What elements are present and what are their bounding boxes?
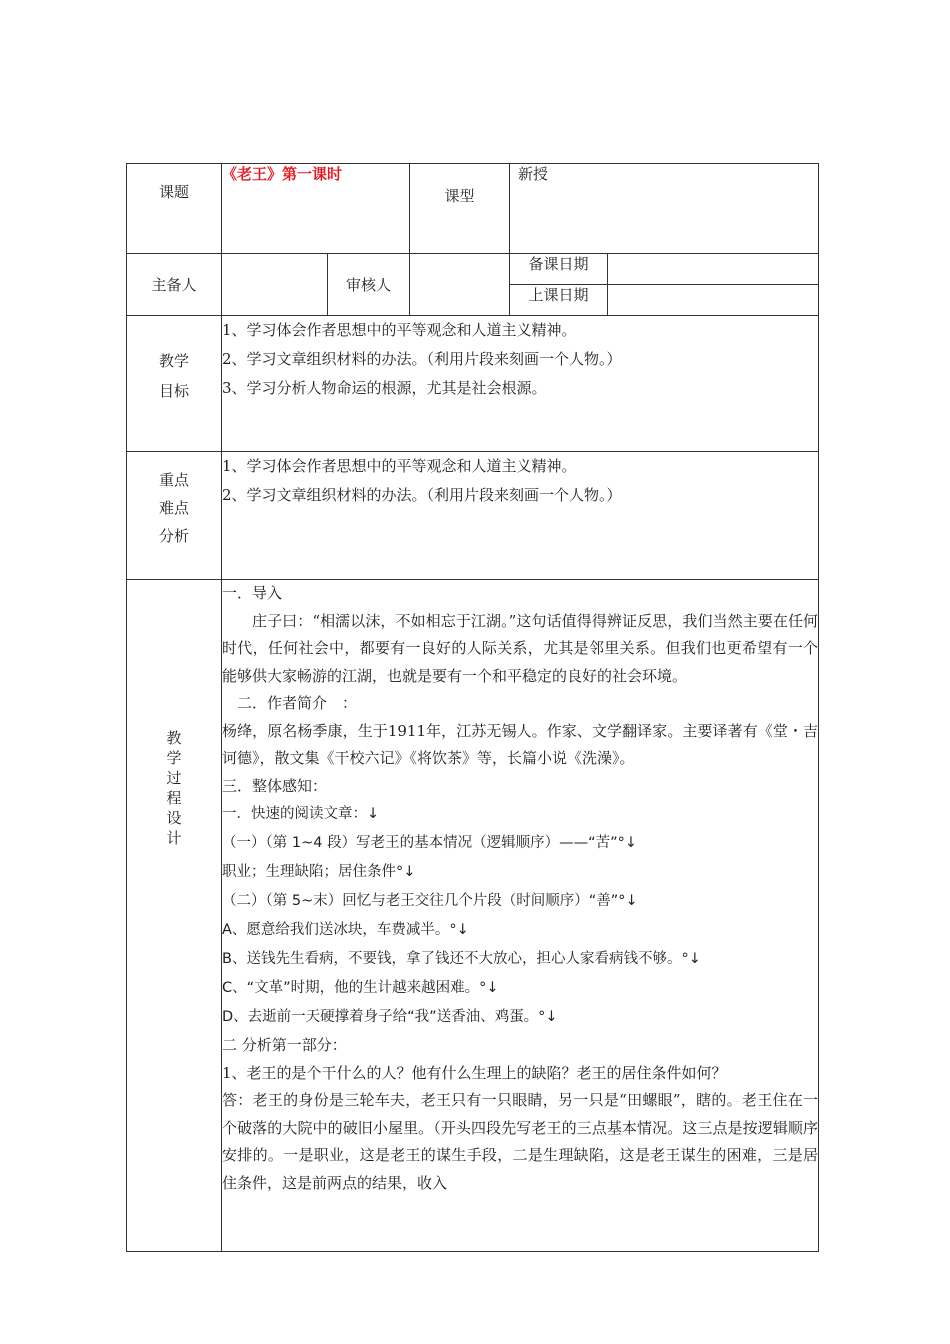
objectives-label-line-2: 目标 — [158, 382, 189, 400]
class-date-label: 上课日期 — [510, 285, 608, 316]
staff-row — [127, 254, 819, 285]
objectives-content — [222, 316, 819, 452]
reading-line: D、去逝前一天硬撑着身子给“我”送香油、鸡蛋。°↓ — [222, 1009, 558, 1025]
process-label-char: 学 — [166, 749, 182, 767]
keypoints-row — [127, 452, 819, 580]
process-content — [222, 580, 819, 1252]
objectives-row — [127, 316, 819, 452]
author-text: 杨绛，原名杨季康，生于1911年，江苏无锡人。作家、文学翻译家。主要译著有《堂・吉诃德》，散文集《干校六记》《将饮茶》等，长篇小说《洗澡》。 — [222, 721, 819, 767]
type-label: 课型 — [410, 164, 510, 254]
objective-item: 3、学习分析人物命运的根源，尤其是社会根源。 — [222, 379, 547, 397]
analysis-heading: 二 分析第一部分： — [222, 1036, 347, 1054]
intro-text: 庄子曰：“相濡以沫，不如相忘于江湖。”这句话值得得辨证反思，我们当然主要在任何时代，任何社会中，都要有一良好的人际关系，尤其是邻里关系。但我们也更希望有一个能够供大家畅游的江湖，也就是要有一个和平稳定的良好的社会环境。 — [222, 611, 819, 685]
analysis-answer: 答：老王的身份是三轮车夫，老王只有一只眼睛，另一只是“田螺眼”，瞎的。老王住在一个破落的大院中的破旧小屋里。（开头四段先写老王的三点基本情况。这三点是按逻辑顺序安排的。一是职业，这是老王的谋生手段，二是生理缺陷，这是老王谋生的困难，三是居住条件，这是前两点的结果，收入 — [222, 1091, 819, 1192]
reading-line: 职业；生理缺陷；居住条件°↓ — [222, 864, 416, 880]
prep-date-label: 备课日期 — [510, 254, 608, 285]
process-label — [127, 580, 222, 1252]
reading-line: （二）（第 5~末）回忆与老王交往几个片段（时间顺序）“善”°↓ — [222, 893, 638, 909]
class-date-value — [608, 285, 819, 316]
keypoints-label-line-1: 重点 — [158, 471, 189, 489]
preparer-label: 主备人 — [127, 254, 222, 316]
lesson-title: 《老王》第一课时 — [222, 164, 410, 254]
keypoints-label-line-3: 分析 — [158, 527, 189, 545]
keypoints-label — [127, 452, 222, 580]
process-label-char: 教 — [166, 729, 182, 747]
analysis-question: 1、老王的是个干什么的人？他有什么生理上的缺陷？老王的居住条件如何？ — [222, 1063, 727, 1082]
reviewer-label: 审核人 — [328, 254, 410, 316]
keypoint-item: 1、学习体会作者思想中的平等观念和人道主义精神。 — [222, 457, 577, 475]
lesson-plan-table — [126, 163, 819, 1252]
prep-date-value — [608, 254, 819, 285]
preparer-value — [222, 254, 328, 316]
process-label-char: 计 — [166, 829, 182, 847]
reading-line: 一．快速的阅读文章：↓ — [222, 806, 380, 822]
objective-item: 2、学习文章组织材料的办法。（利用片段来刻画一个人物。） — [222, 350, 622, 368]
overall-heading: 三．整体感知： — [222, 776, 328, 795]
topic-label: 课题 — [127, 164, 222, 254]
reading-line: C、“文革”时期，他的生计越来越困难。°↓ — [222, 980, 499, 996]
keypoints-label-line-2: 难点 — [158, 499, 189, 517]
reading-line: B、送钱先生看病，不要钱，拿了钱还不大放心，担心人家看病钱不够。°↓ — [222, 951, 701, 967]
objectives-label — [127, 316, 222, 452]
reading-line: A、愿意给我们送冰块，车费减半。°↓ — [222, 922, 469, 938]
author-heading: 二．作者简介 ： — [237, 694, 358, 712]
process-label-char: 过 — [166, 769, 182, 787]
process-label-char: 程 — [166, 789, 182, 807]
objective-item: 1、学习体会作者思想中的平等观念和人道主义精神。 — [222, 321, 577, 339]
type-value: 新授 — [510, 164, 819, 254]
intro-heading: 一．导入 — [222, 584, 283, 602]
reading-line: （一）（第 1~4 段）写老王的基本情况（逻辑顺序）——“苦”°↓ — [222, 835, 637, 851]
topic-row — [127, 164, 819, 254]
keypoint-item: 2、学习文章组织材料的办法。（利用片段来刻画一个人物。） — [222, 486, 622, 504]
keypoints-content — [222, 452, 819, 580]
objectives-label-line-1: 教学 — [158, 352, 189, 370]
reviewer-value — [410, 254, 510, 316]
process-label-char: 设 — [166, 809, 182, 827]
process-row — [127, 580, 819, 1252]
